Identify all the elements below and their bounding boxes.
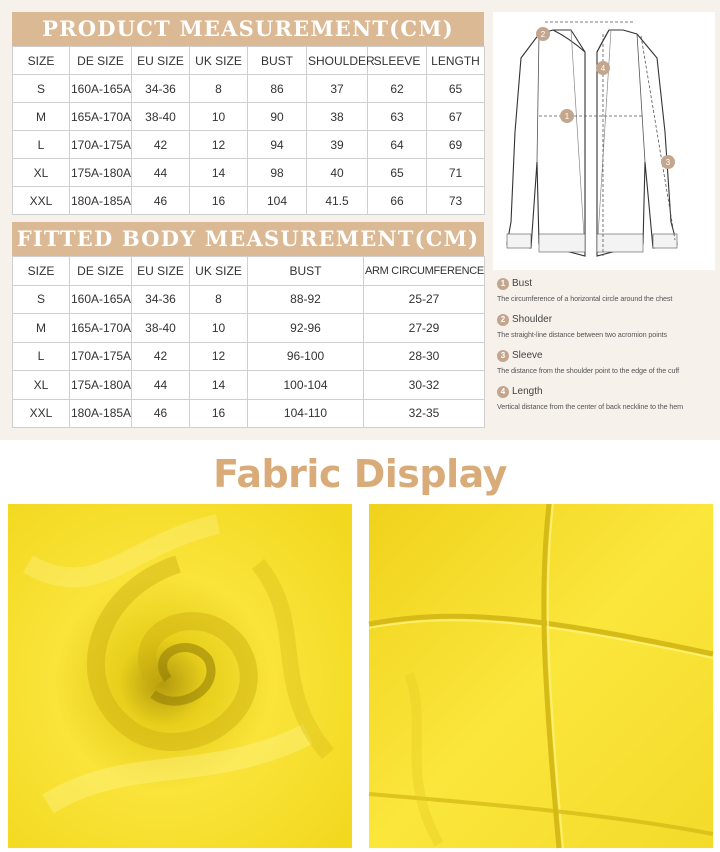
table-row [13,131,485,159]
column-header: LENGTH [427,47,485,75]
legend-title: Sleeve [512,350,543,361]
table-row [13,159,485,187]
table-cell: XL [13,159,70,187]
column-header: EU SIZE [132,257,190,286]
table-cell: 90 [248,103,307,131]
table-cell: 16 [190,187,248,215]
table-cell: M [13,314,70,343]
table-row [13,314,485,343]
table-cell: 86 [248,75,307,103]
legend-item-sleeve [497,348,717,375]
column-header: SLEEVE [368,47,427,75]
table-cell: 69 [427,131,485,159]
table-cell: 40 [307,159,368,187]
table-cell: 92-96 [248,314,364,343]
fitted-body-measurement-table [12,222,484,428]
table-cell: 98 [248,159,307,187]
cardigan-illustration [493,12,715,270]
column-header: ARM CIRCUMFERENCE [364,257,485,286]
table-cell: 175A-180A [70,159,132,187]
svg-text:2: 2 [540,30,546,39]
column-header: DE SIZE [70,47,132,75]
legend-title: Shoulder [512,314,553,325]
marker-sleeve [661,155,675,169]
column-header: UK SIZE [190,257,248,286]
marker-bust [560,109,574,123]
table-cell: 44 [132,159,190,187]
table-cell: 16 [190,399,248,428]
fabric-display-heading: Fabric Display [213,452,507,496]
column-header: BUST [248,47,307,75]
legend-description: The straight-line distance between two acromion points [497,330,667,339]
table-cell: 8 [190,75,248,103]
table-cell: 10 [190,314,248,343]
table-cell: 170A-175A [70,131,132,159]
table-cell: 46 [132,187,190,215]
table-cell: 66 [368,187,427,215]
table-cell: 42 [132,342,190,371]
table-cell: 88-92 [248,285,364,314]
fitted-table-title: FITTED BODY MEASUREMENT(CM) [12,222,484,256]
table-cell: 160A-165A [70,285,132,314]
column-header: SIZE [13,257,70,286]
table-cell: 42 [132,131,190,159]
table-cell: 73 [427,187,485,215]
table-row [13,285,485,314]
table-cell: 94 [248,131,307,159]
table-cell: 100-104 [248,371,364,400]
table-cell: 32-35 [364,399,485,428]
table-cell: 64 [368,131,427,159]
product-measurement-table [12,12,484,215]
cardigan-diagram [493,12,715,270]
table-cell: 14 [190,159,248,187]
table-row [13,342,485,371]
table-cell: 96-100 [248,342,364,371]
table-cell: 14 [190,371,248,400]
svg-text:3: 3 [665,158,671,167]
table-row [13,399,485,428]
column-header: UK SIZE [190,47,248,75]
column-header: DE SIZE [70,257,132,286]
table-cell: 63 [368,103,427,131]
table-cell: 30-32 [364,371,485,400]
legend-item-bust [497,276,717,303]
table-cell: 34-36 [132,285,190,314]
table-cell: L [13,342,70,371]
number-badge-icon: 1 [497,278,509,290]
table-header-row [13,47,485,75]
table-cell: XXL [13,399,70,428]
number-badge-icon: 2 [497,314,509,326]
table-cell: 34-36 [132,75,190,103]
column-header: SIZE [13,47,70,75]
legend-item-length [497,384,717,411]
column-header: BUST [248,257,364,286]
legend-title: Length [512,386,543,397]
table-cell: 62 [368,75,427,103]
table-cell: 160A-165A [70,75,132,103]
table-cell: 37 [307,75,368,103]
fitted-table-grid [12,256,485,428]
fabric-swirl-image [8,504,352,848]
table-cell: 180A-185A [70,399,132,428]
measurement-legend [497,276,717,420]
table-cell: 25-27 [364,285,485,314]
number-badge-icon: 4 [497,386,509,398]
table-cell: 12 [190,342,248,371]
table-cell: XXL [13,187,70,215]
table-cell: 46 [132,399,190,428]
table-cell: 38-40 [132,103,190,131]
table-cell: 28-30 [364,342,485,371]
table-cell: 175A-180A [70,371,132,400]
number-badge-icon: 3 [497,350,509,362]
table-cell: 38-40 [132,314,190,343]
product-table-grid [12,46,485,215]
table-row [13,371,485,400]
table-cell: XL [13,371,70,400]
table-cell: 10 [190,103,248,131]
table-row [13,103,485,131]
table-cell: 8 [190,285,248,314]
table-cell: S [13,75,70,103]
fabric-seam-image [369,504,713,848]
table-cell: 44 [132,371,190,400]
table-cell: 180A-185A [70,187,132,215]
table-cell: 71 [427,159,485,187]
table-cell: 170A-175A [70,342,132,371]
table-cell: 65 [427,75,485,103]
legend-title: Bust [512,278,533,289]
product-table-title: PRODUCT MEASUREMENT(CM) [12,12,484,46]
table-cell: 39 [307,131,368,159]
svg-text:4: 4 [600,64,606,73]
table-header-row [13,257,485,286]
table-cell: 104 [248,187,307,215]
legend-description: The circumference of a horizontal circle around the chest [497,294,673,303]
table-cell: 65 [368,159,427,187]
table-cell: M [13,103,70,131]
table-cell: 104-110 [248,399,364,428]
table-row [13,187,485,215]
table-cell: 165A-170A [70,314,132,343]
table-cell: 67 [427,103,485,131]
table-row [13,75,485,103]
svg-text:1: 1 [564,112,570,121]
table-cell: S [13,285,70,314]
table-cell: 41.5 [307,187,368,215]
legend-description: Vertical distance from the center of back neckline to the hem [497,402,684,411]
legend-description: The distance from the shoulder point to the edge of the cuff [497,366,680,375]
marker-shoulder [536,27,550,41]
legend-item-shoulder [497,312,717,339]
table-cell: 12 [190,131,248,159]
table-cell: 27-29 [364,314,485,343]
column-header: SHOULDER [307,47,368,75]
column-header: EU SIZE [132,47,190,75]
table-cell: L [13,131,70,159]
marker-length [596,61,610,75]
table-cell: 38 [307,103,368,131]
table-cell: 165A-170A [70,103,132,131]
